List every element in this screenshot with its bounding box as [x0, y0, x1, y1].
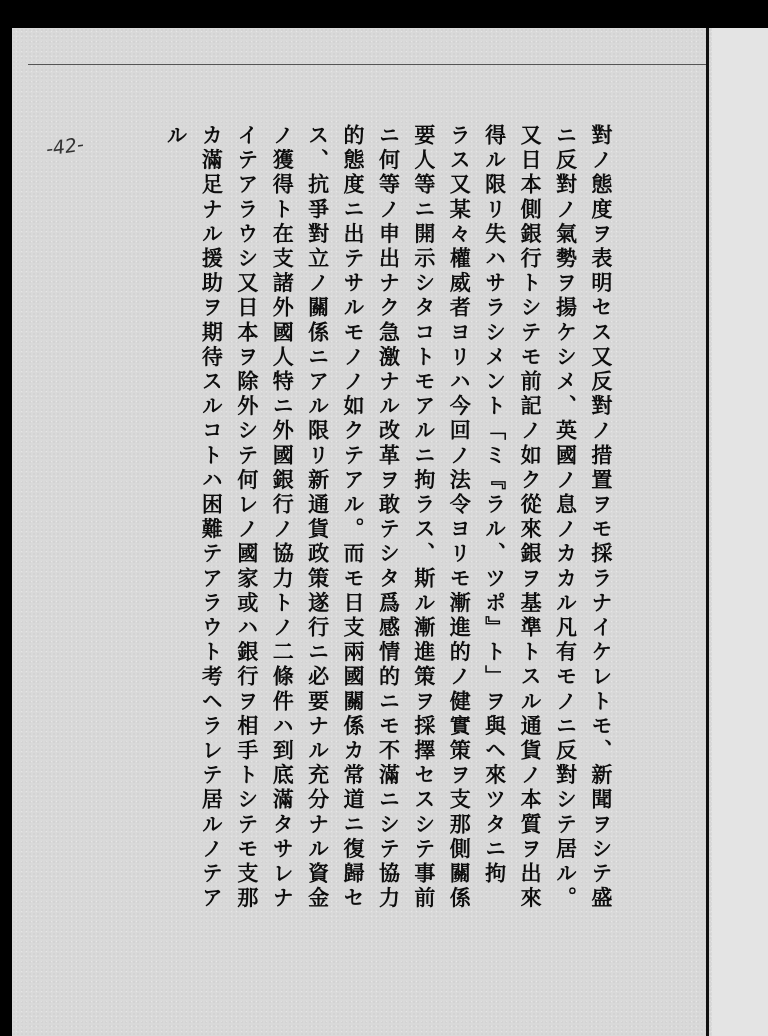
text-column-9: ス、抗爭對立ノ關係ニアル限リ新通貨政策遂行ニ必要ナル充分ナル資金	[305, 124, 331, 912]
text-column-2: ニ反對ノ氣勢ヲ揚ケシメ、英國ノ息ノカカル凡有モノニ反對シテ居ル。	[553, 124, 579, 912]
binding-edge-line	[706, 28, 709, 1036]
vertical-text-block	[166, 124, 612, 950]
text-column-1: 對ノ態度ヲ表明セス又反對ノ措置ヲモ採ラナイケレトモ、新聞ヲシテ盛	[588, 124, 614, 912]
text-column-11: イテアラウシ又日本ヲ除外シテ何レノ國家或ハ銀行ヲ相手トシテモ支那	[234, 124, 260, 912]
text-column-10: ノ獲得ト在支諸外國人特ニ外國銀行ノ協力トノ二條件ハ到底滿タサレナ	[270, 124, 296, 912]
page-number: -42-	[44, 133, 86, 161]
text-column-4: 得ル限リ失ハサラシメント「ミ『ラル、ツポ』ト」ヲ與ヘ來ツタニ拘	[482, 124, 508, 887]
text-column-5: ラス又某々權威者ヨリハ今回ノ法令ヨリモ漸進的ノ健實策ヲ支那側關係	[447, 124, 473, 912]
text-column-12: カ滿足ナル援助ヲ期待スルコトハ困難テアラウト考ヘラレテ居ルノテア	[199, 124, 225, 912]
text-column-8: 的態度ニ出テサルモノノ如クテアル。而モ日支兩國關係カ常道ニ復歸セ	[341, 124, 367, 912]
text-column-3: 又日本側銀行トシテモ前記ノ如ク從來銀ヲ基準トスル通貨ノ本質ヲ出來	[518, 124, 544, 912]
text-column-7: ニ何等ノ申出ナク急激ナル改革ヲ敢テシタ爲感情的ニモ不滿ニシテ協力	[376, 124, 402, 912]
header-rule	[28, 64, 706, 65]
text-column-13: ル	[164, 124, 189, 149]
adjacent-page-margin	[712, 28, 768, 1036]
text-column-6: 要人等ニ開示シタコトモアルニ拘ラス、斯ル漸進策ヲ採擇セスシテ事前	[411, 124, 437, 912]
